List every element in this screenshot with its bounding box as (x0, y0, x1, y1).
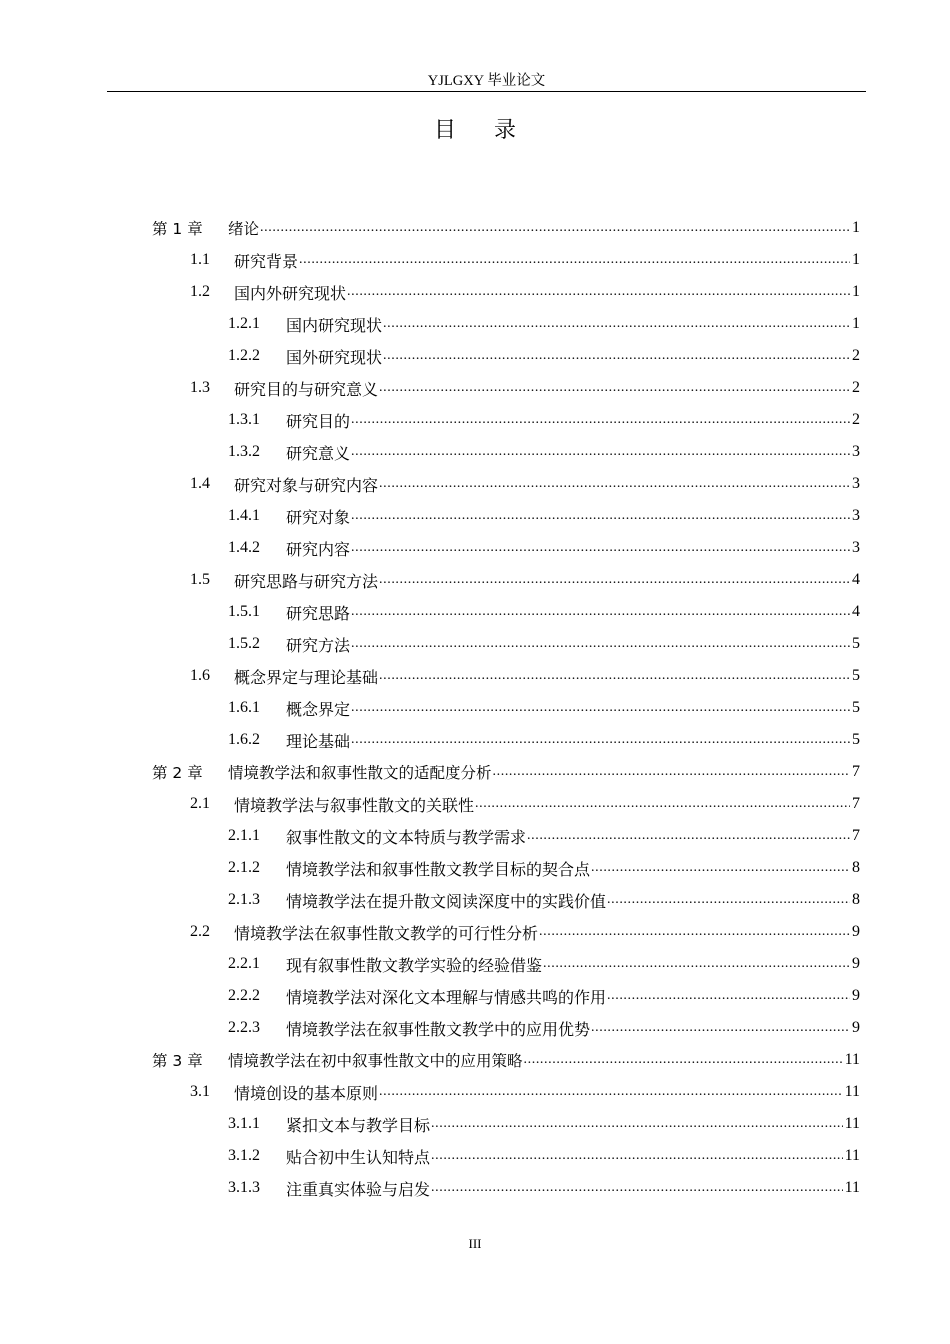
toc-entry-title: 国内研究现状 (286, 317, 383, 335)
toc-dot-leader (379, 571, 850, 589)
toc-entry-number: 1.5.1 (228, 603, 260, 620)
toc-entry-page: 1 (852, 251, 860, 268)
toc-entry[interactable] (0, 340, 950, 372)
toc-entry-page: 11 (844, 1115, 860, 1132)
page-header: YJLGXY 毕业论文 (427, 73, 546, 89)
toc-dot-leader (260, 219, 850, 237)
toc-entry-page: 1 (852, 219, 860, 236)
toc-entry-number: 3.1.1 (228, 1115, 260, 1132)
toc-entry-number: 第 2 章 (152, 764, 203, 782)
toc-dot-leader (379, 379, 850, 397)
toc-entry-title: 研究思路 (286, 605, 351, 623)
toc-entry[interactable] (0, 756, 950, 788)
toc-entry-page: 9 (852, 923, 860, 940)
toc-dot-leader (351, 731, 850, 749)
toc-entry-number: 1.3.1 (228, 411, 260, 428)
toc-entry-page: 7 (852, 795, 860, 812)
toc-entry-number: 3.1 (190, 1083, 210, 1100)
toc-entry-title: 现有叙事性散文教学实验的经验借鉴 (286, 957, 543, 975)
toc-entry-page: 11 (844, 1147, 860, 1164)
toc-entry[interactable] (0, 1044, 950, 1076)
toc-entry-title: 情境教学法在提升散文阅读深度中的实践价值 (286, 893, 607, 911)
toc-dot-leader (351, 443, 850, 461)
toc-dot-leader (351, 507, 850, 525)
toc-entry[interactable] (0, 372, 950, 404)
toc-dot-leader (539, 923, 850, 941)
toc-entry[interactable] (0, 980, 950, 1012)
toc-entry-number: 2.1.2 (228, 859, 260, 876)
toc-entry-page: 5 (852, 731, 860, 748)
toc-dot-leader (431, 1147, 843, 1165)
toc-entry[interactable] (0, 564, 950, 596)
toc-entry[interactable] (0, 916, 950, 948)
toc-dot-leader (379, 475, 850, 493)
header-rule (107, 91, 866, 92)
toc-entry-title: 研究意义 (286, 445, 351, 463)
toc-entry-page: 5 (852, 635, 860, 652)
toc-entry-title: 理论基础 (286, 733, 351, 751)
toc-entry[interactable] (0, 628, 950, 660)
toc-entry-page: 7 (852, 827, 860, 844)
toc-entry-page: 1 (852, 283, 860, 300)
toc-entry-page: 8 (852, 891, 860, 908)
toc-entry[interactable] (0, 1172, 950, 1204)
toc-entry[interactable] (0, 500, 950, 532)
toc-entry-page: 3 (852, 443, 860, 460)
toc-entry-page: 5 (852, 699, 860, 716)
toc-dot-leader (475, 795, 850, 813)
toc-entry-page: 11 (844, 1051, 860, 1068)
toc-entry[interactable] (0, 1076, 950, 1108)
toc-dot-leader (379, 667, 850, 685)
toc-entry-number: 2.2 (190, 923, 210, 940)
toc-entry-number: 1.5 (190, 571, 210, 588)
toc-dot-leader (351, 699, 850, 717)
toc-entry-title: 情境教学法对深化文本理解与情感共鸣的作用 (286, 989, 607, 1007)
toc-entry-number: 1.1 (190, 251, 210, 268)
toc-dot-leader (607, 891, 850, 909)
toc-entry-title: 情境教学法与叙事性散文的关联性 (234, 797, 475, 815)
toc-entry-title: 概念界定 (286, 701, 351, 719)
toc-entry[interactable] (0, 788, 950, 820)
toc-entry-page: 4 (852, 571, 860, 588)
toc-entry-number: 1.2.1 (228, 315, 260, 332)
toc-entry-page: 4 (852, 603, 860, 620)
toc-entry-title: 紧扣文本与教学目标 (286, 1117, 431, 1135)
toc-entry-number: 第 3 章 (152, 1052, 203, 1070)
toc-entry[interactable] (0, 884, 950, 916)
toc-entry-title: 概念界定与理论基础 (234, 669, 379, 687)
toc-entry-title: 情境教学法和叙事性散文的适配度分析 (228, 764, 492, 782)
toc-entry[interactable] (0, 212, 950, 244)
toc-dot-leader (351, 603, 850, 621)
toc-entry-number: 3.1.3 (228, 1179, 260, 1196)
toc-entry-page: 2 (852, 411, 860, 428)
toc-entry-page: 9 (852, 987, 860, 1004)
toc-entry-page: 9 (852, 1019, 860, 1036)
toc-dot-leader (591, 859, 850, 877)
toc-dot-leader (591, 1019, 850, 1037)
toc-entry-number: 1.6 (190, 667, 210, 684)
toc-entry-title: 研究目的与研究意义 (234, 381, 379, 399)
toc-entry-page: 1 (852, 315, 860, 332)
toc-entry-number: 1.4 (190, 475, 210, 492)
toc-entry-title: 情境教学法在叙事性散文教学的可行性分析 (234, 925, 539, 943)
toc-entry-number: 1.2.2 (228, 347, 260, 364)
toc-entry-number: 2.1 (190, 795, 210, 812)
toc-entry-number: 3.1.2 (228, 1147, 260, 1164)
toc-entry-title: 情境教学法在叙事性散文教学中的应用优势 (286, 1021, 591, 1039)
toc-dot-leader (351, 635, 850, 653)
toc-entry-title: 贴合初中生认知特点 (286, 1149, 431, 1167)
toc-entry-number: 1.3 (190, 379, 210, 396)
toc-entry[interactable] (0, 596, 950, 628)
toc-entry-title: 研究目的 (286, 413, 351, 431)
toc-title: 目录 (433, 118, 554, 143)
toc-entry[interactable] (0, 724, 950, 756)
toc-entry[interactable] (0, 404, 950, 436)
toc-entry-title: 情境教学法和叙事性散文教学目标的契合点 (286, 861, 591, 879)
toc-entry-title: 情境创设的基本原则 (234, 1085, 379, 1103)
table-of-contents (0, 212, 950, 1204)
toc-entry-title: 研究背景 (234, 253, 299, 271)
toc-entry[interactable] (0, 1108, 950, 1140)
toc-entry-title: 国外研究现状 (286, 349, 383, 367)
toc-entry-page: 7 (852, 763, 860, 780)
toc-dot-leader (431, 1115, 843, 1133)
toc-dot-leader (383, 347, 850, 365)
toc-entry-page: 2 (852, 379, 860, 396)
toc-entry-number: 2.2.1 (228, 955, 260, 972)
toc-dot-leader (493, 763, 850, 781)
toc-dot-leader (543, 955, 850, 973)
toc-entry[interactable] (0, 308, 950, 340)
toc-entry-page: 11 (844, 1083, 860, 1100)
toc-entry[interactable] (0, 436, 950, 468)
toc-entry-title: 研究对象 (286, 509, 351, 527)
toc-dot-leader (383, 315, 850, 333)
toc-entry-title: 研究思路与研究方法 (234, 573, 379, 591)
toc-entry[interactable] (0, 948, 950, 980)
toc-dot-leader (299, 251, 850, 269)
toc-dot-leader (351, 411, 850, 429)
toc-entry-number: 2.1.3 (228, 891, 260, 908)
toc-entry[interactable] (0, 1012, 950, 1044)
toc-entry-page: 8 (852, 859, 860, 876)
toc-entry-page: 3 (852, 539, 860, 556)
toc-entry-title: 研究对象与研究内容 (234, 477, 379, 495)
toc-entry[interactable] (0, 276, 950, 308)
page-number: III (468, 1236, 482, 1251)
toc-dot-leader (351, 539, 850, 557)
toc-entry-title: 研究方法 (286, 637, 351, 655)
toc-entry-title: 叙事性散文的文本特质与教学需求 (286, 829, 527, 847)
toc-entry-number: 1.3.2 (228, 443, 260, 460)
toc-dot-leader (347, 283, 850, 301)
toc-entry[interactable] (0, 1140, 950, 1172)
toc-dot-leader (524, 1051, 843, 1069)
toc-entry-title: 情境教学法在初中叙事性散文中的应用策略 (228, 1052, 523, 1070)
toc-entry-title: 国内外研究现状 (234, 285, 347, 303)
toc-entry[interactable] (0, 660, 950, 692)
toc-entry-number: 第 1 章 (152, 220, 203, 238)
toc-entry-number: 1.6.2 (228, 731, 260, 748)
toc-entry[interactable] (0, 852, 950, 884)
toc-entry-page: 3 (852, 507, 860, 524)
toc-dot-leader (379, 1083, 843, 1101)
toc-entry-title: 研究内容 (286, 541, 351, 559)
toc-entry[interactable] (0, 820, 950, 852)
toc-dot-leader (527, 827, 850, 845)
toc-entry-number: 2.2.2 (228, 987, 260, 1004)
toc-entry-page: 5 (852, 667, 860, 684)
toc-entry-page: 9 (852, 955, 860, 972)
toc-entry-number: 1.2 (190, 283, 210, 300)
toc-entry[interactable] (0, 244, 950, 276)
toc-dot-leader (431, 1179, 843, 1197)
toc-entry-number: 2.2.3 (228, 1019, 260, 1036)
toc-entry-page: 11 (844, 1179, 860, 1196)
toc-entry-page: 3 (852, 475, 860, 492)
toc-entry[interactable] (0, 692, 950, 724)
toc-entry-number: 1.4.1 (228, 507, 260, 524)
toc-entry-number: 1.4.2 (228, 539, 260, 556)
toc-entry-title: 绪论 (228, 220, 260, 238)
toc-entry[interactable] (0, 532, 950, 564)
toc-entry-number: 1.6.1 (228, 699, 260, 716)
toc-entry-number: 1.5.2 (228, 635, 260, 652)
toc-entry-page: 2 (852, 347, 860, 364)
toc-entry[interactable] (0, 468, 950, 500)
toc-entry-title: 注重真实体验与启发 (286, 1181, 431, 1199)
toc-entry-number: 2.1.1 (228, 827, 260, 844)
toc-dot-leader (607, 987, 850, 1005)
